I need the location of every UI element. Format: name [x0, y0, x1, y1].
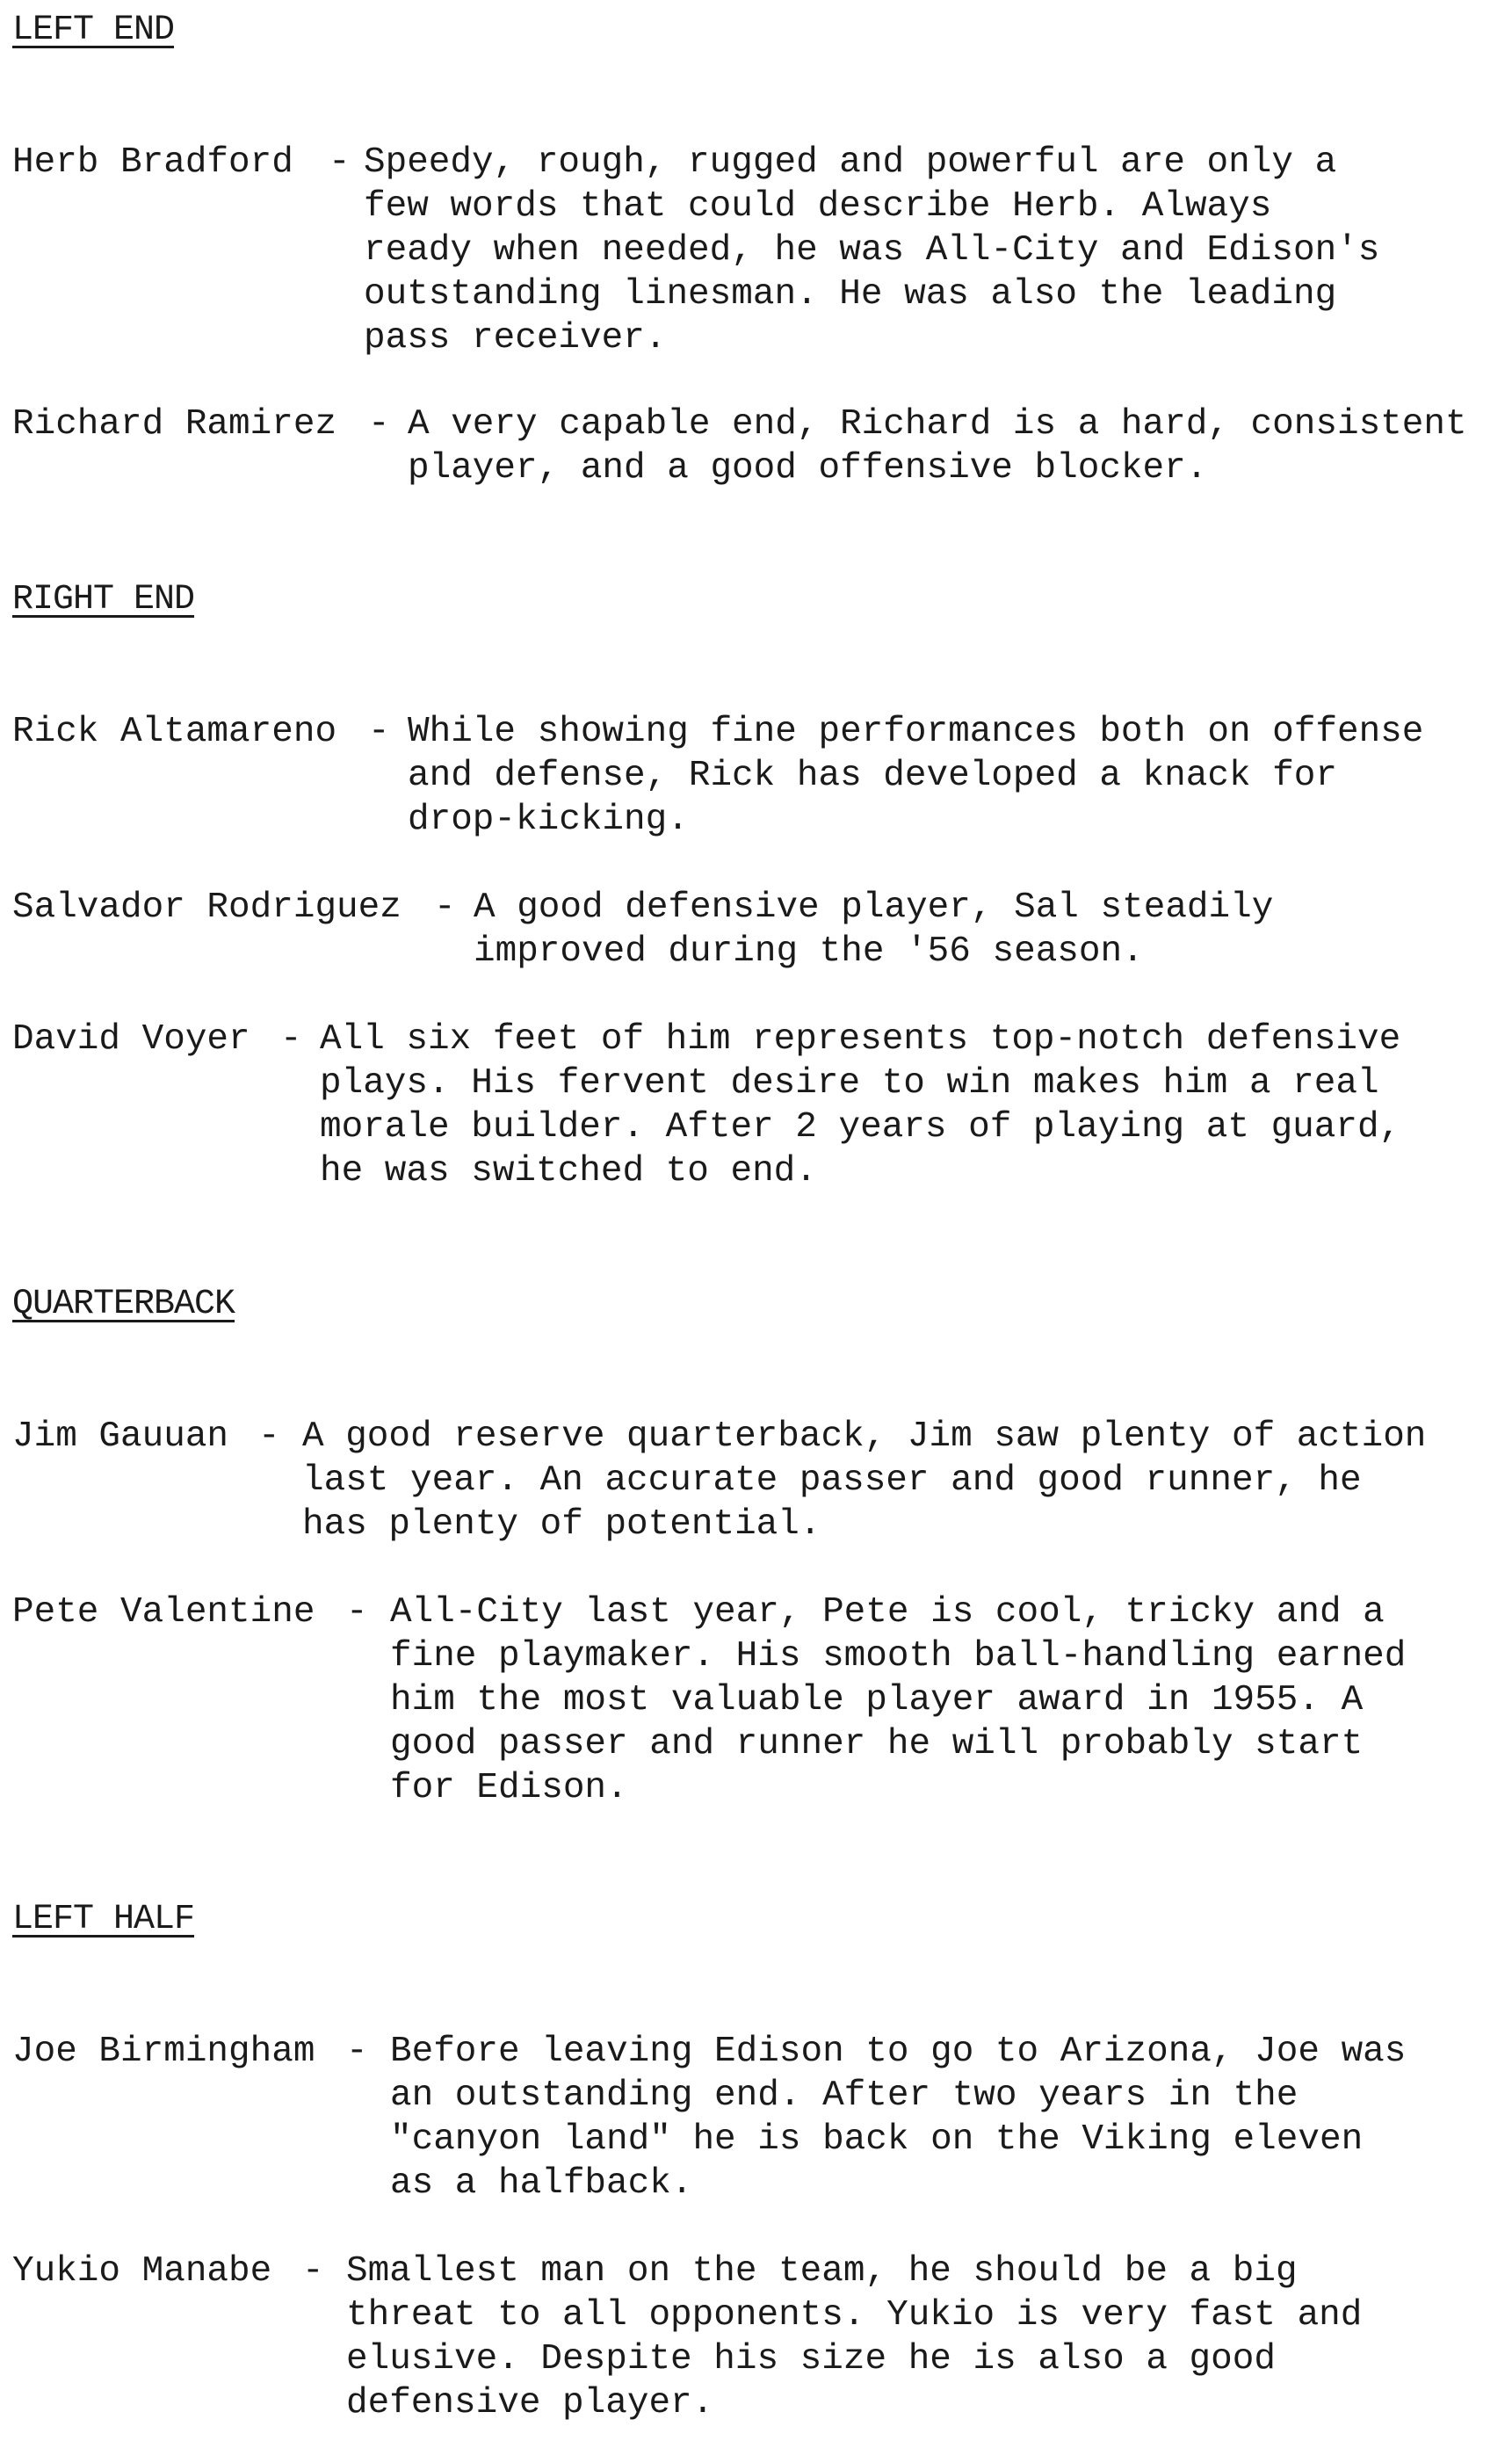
entry-dash: -	[258, 1416, 280, 1457]
player-name: David Voyer	[12, 1019, 250, 1060]
player-description	[408, 402, 1467, 490]
description-line: "canyon land" he is back on the Viking eleven	[390, 2119, 1364, 2160]
description-line: Smallest man on the team, he should be a big	[346, 2251, 1298, 2292]
description-line: All six feet of him represents top-notch defensive	[320, 1019, 1401, 1060]
player-description	[320, 1018, 1400, 1193]
description-line: him the most valuable player award in 1955. A	[390, 1680, 1364, 1720]
description-line: good passer and runner he will probably start	[390, 1724, 1364, 1764]
description-line: defensive player.	[346, 2383, 714, 2423]
description-line: improved during the '56 season.	[474, 931, 1144, 972]
entry-dash: -	[280, 1019, 302, 1060]
description-line: and defense, Rick has developed a knack for	[408, 756, 1337, 796]
section-heading-quarterback: QUARTERBACK	[12, 1285, 235, 1324]
description-line: for Edison.	[390, 1768, 628, 1808]
player-description	[408, 710, 1423, 842]
description-line: pass receiver.	[364, 318, 667, 359]
player-name: Yukio Manabe	[12, 2251, 272, 2292]
description-line: While showing fine performances both on offense	[408, 712, 1424, 752]
description-line: drop-kicking.	[408, 800, 689, 840]
description-line: as a halfback.	[390, 2163, 693, 2204]
player-name: Joe Birmingham	[12, 2032, 315, 2072]
description-line: few words that could describe Herb. Always	[364, 186, 1272, 227]
description-line: ready when needed, he was All-City and Edison's	[364, 230, 1380, 271]
entry-dash: -	[329, 142, 351, 183]
player-description	[390, 1590, 1406, 1810]
player-name: Salvador Rodriguez	[12, 887, 402, 928]
description-line: fine playmaker. His smooth ball-handling earned	[390, 1636, 1407, 1677]
player-description	[364, 141, 1379, 360]
description-line: he was switched to end.	[320, 1151, 817, 1192]
section-heading-left-half: LEFT HALF	[12, 1900, 195, 1939]
player-description	[474, 886, 1273, 974]
section-heading-right-end: RIGHT END	[12, 580, 195, 619]
player-name: Richard Ramirez	[12, 404, 337, 445]
entry-dash: -	[434, 887, 456, 928]
entry-dash: -	[368, 404, 390, 445]
entry-dash: -	[346, 1592, 368, 1633]
description-line: player, and a good offensive blocker.	[408, 448, 1208, 489]
description-line: threat to all opponents. Yukio is very fast and	[346, 2295, 1363, 2336]
description-line: A very capable end, Richard is a hard, consistent	[408, 404, 1467, 445]
description-line: Before leaving Edison to go to Arizona, Joe was	[390, 2032, 1407, 2072]
player-name: Rick Altamareno	[12, 712, 337, 752]
player-description	[302, 1415, 1426, 1546]
description-line: morale builder. After 2 years of playing at guard,	[320, 1107, 1401, 1148]
entry-dash: -	[302, 2251, 324, 2292]
entry-dash: -	[368, 712, 390, 752]
description-line: plays. His fervent desire to win makes him a real	[320, 1063, 1379, 1104]
description-line: A good defensive player, Sal steadily	[474, 887, 1274, 928]
description-line: last year. An accurate passer and good runner, he	[302, 1460, 1362, 1501]
description-line: outstanding linesman. He was also the leading	[364, 274, 1337, 315]
player-description	[390, 2030, 1406, 2206]
player-name: Herb Bradford	[12, 142, 293, 183]
section-heading-left-end: LEFT END	[12, 11, 175, 50]
description-line: has plenty of potential.	[302, 1504, 821, 1545]
description-line: All-City last year, Pete is cool, tricky and a	[390, 1592, 1385, 1633]
player-description	[346, 2249, 1362, 2425]
entry-dash: -	[346, 2032, 368, 2072]
description-line: elusive. Despite his size he is also a good	[346, 2339, 1276, 2379]
description-line: Speedy, rough, rugged and powerful are only a	[364, 142, 1337, 183]
player-name: Jim Gauuan	[12, 1416, 229, 1457]
player-name: Pete Valentine	[12, 1592, 315, 1633]
description-line: an outstanding end. After two years in the	[390, 2075, 1299, 2116]
description-line: A good reserve quarterback, Jim saw plenty of action	[302, 1416, 1427, 1457]
